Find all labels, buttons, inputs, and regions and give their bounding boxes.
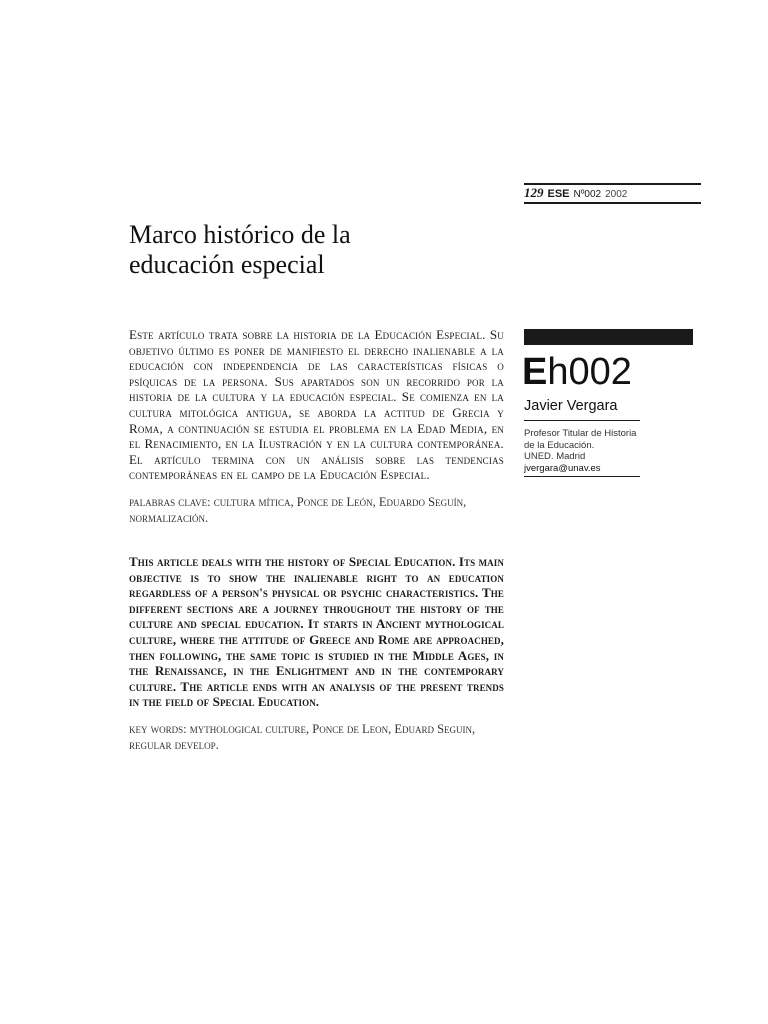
author-name: Javier Vergara [524, 398, 618, 414]
journal-name: ESE [547, 188, 570, 200]
affiliation-line-2: de la Educación. [524, 439, 595, 451]
abstract-spanish-block [129, 327, 504, 526]
article-title [129, 220, 509, 280]
title-line-2: educación especial [129, 250, 325, 279]
header-bottom-rule [524, 202, 701, 204]
issue-year: 2002 [605, 189, 628, 200]
article-code-letter: E [522, 351, 548, 393]
author-affiliation [524, 428, 674, 474]
author-email[interactable]: jvergara@unav.es [524, 462, 601, 474]
article-code [522, 350, 632, 394]
keywords-english: key words: mythological culture, Ponce de Leon, Eduard Seguin, regular develop. [129, 721, 476, 752]
author-rule [524, 420, 640, 421]
affiliation-rule [524, 476, 640, 477]
issue-number: Nº002 [573, 189, 602, 200]
abstract-english-block [129, 554, 504, 753]
affiliation-line-3: UNED. Madrid [524, 451, 586, 462]
keywords-spanish: palabras clave: cultura mítica, Ponce de León, Eduardo Seguín, normalización. [129, 494, 467, 525]
title-line-1: Marco histórico de la [129, 220, 351, 249]
abstract-spanish: Este artículo trata sobre la historia de la Educación Especial. Su objetivo último es poner de manifiesto el derecho inalienable a la educación con independencia de las características físicas o psíquicas de la persona. Sus apartados son un recorrido por la historia de la cultura y la educación especial. Se comienza en la cultura mitológica antigua, se aborda la actitud de Grecia y Roma, a continuación se estudia el problema en la Edad Media, en el Renacimiento, en la Ilustración y en la cultura contemporánea. El artículo termina con un análisis sobre las tendencias contemporáneas en el campo de la Educación Especial. [129, 327, 504, 483]
article-code-number: h002 [547, 351, 632, 393]
sidebar-black-bar [524, 329, 693, 345]
page-number: 129 [524, 185, 544, 200]
abstract-english: This article deals with the history of Special Education. Its main objective is to show the inalienable right to an education regardless of a person's physical or psychic characteristics. The different sections are a journey throughout the history of the culture and special education. It starts in Ancient mythological culture, where the attitude of Greece and Rome are approached, then following, the same topic is studied in the Middle Ages, in the Renaissance, in the Enlightment and in the contemporary culture. The article ends with an analysis of the present trends in the field of Special Education. [129, 554, 504, 710]
journal-header [524, 185, 700, 201]
affiliation-line-1: Profesor Titular de Historia [524, 428, 637, 439]
